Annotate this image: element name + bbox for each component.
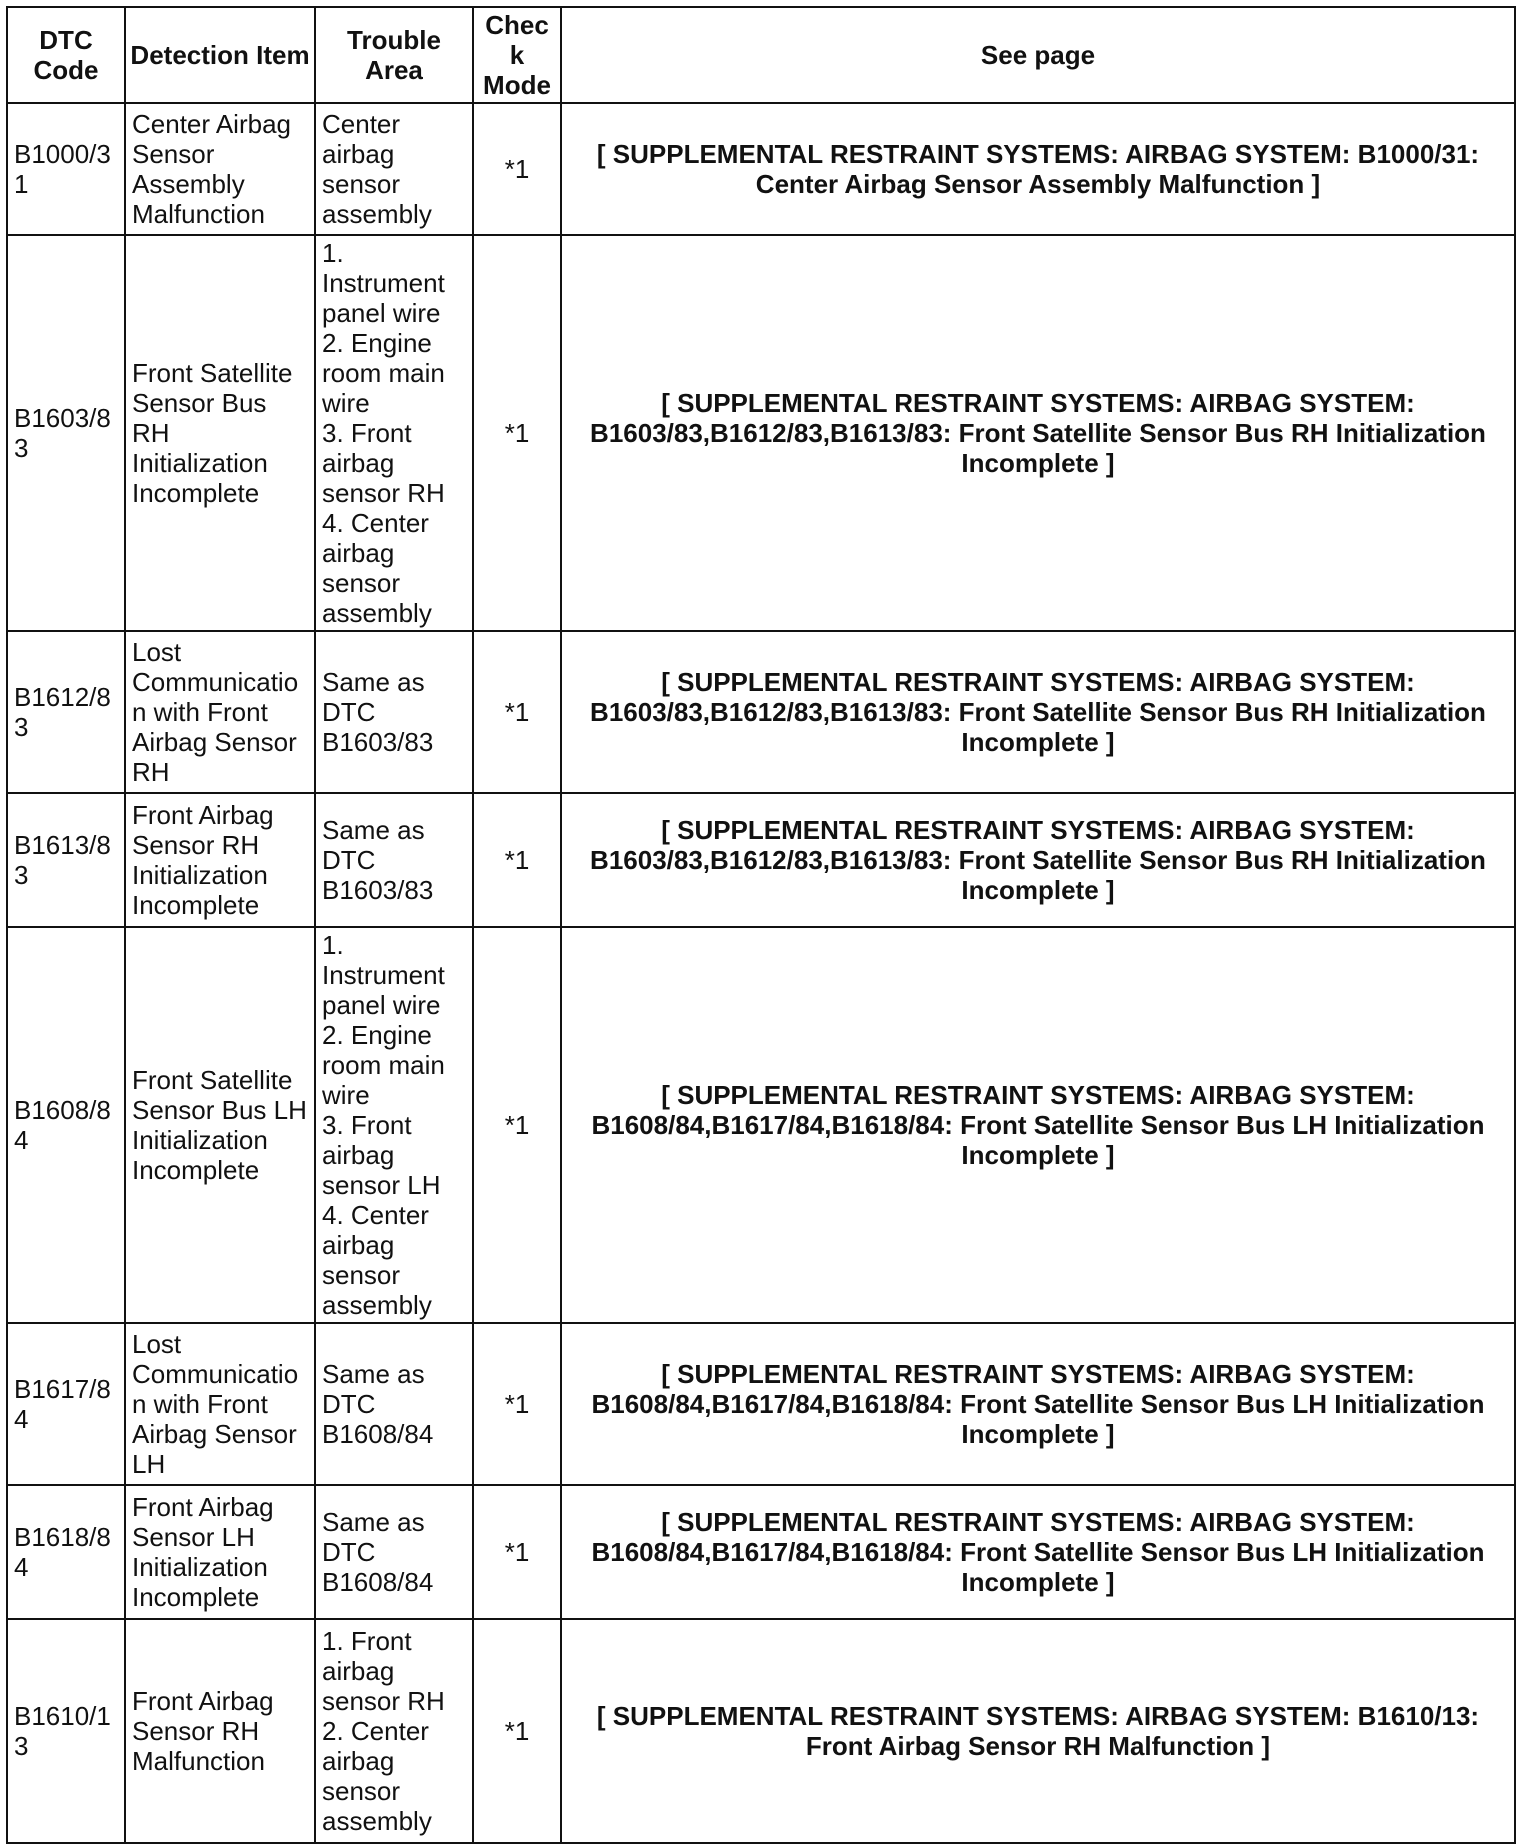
detection-item-cell: Lost Communication with Front Airbag Sensor LH bbox=[125, 1323, 315, 1485]
detection-item-cell: Front Airbag Sensor LH Initialization Incomplete bbox=[125, 1485, 315, 1619]
trouble-area-line: Center airbag sensor assembly bbox=[322, 109, 432, 229]
see-page-link[interactable]: [ SUPPLEMENTAL RESTRAINT SYSTEMS: AIRBAG SYSTEM: B1608/84,B1617/84,B1618/84: Front Satellite Sensor Bus LH Initialization Incomplete ] bbox=[561, 927, 1515, 1323]
trouble-area-cell bbox=[315, 793, 473, 927]
table-row bbox=[7, 103, 1515, 235]
detection-item-cell: Lost Communication with Front Airbag Sensor RH bbox=[125, 631, 315, 793]
check-mode-cell: *1 bbox=[473, 1619, 561, 1843]
trouble-area-cell bbox=[315, 1485, 473, 1619]
see-page-link[interactable]: [ SUPPLEMENTAL RESTRAINT SYSTEMS: AIRBAG SYSTEM: B1603/83,B1612/83,B1613/83: Front Satellite Sensor Bus RH Initialization Incomplete ] bbox=[561, 235, 1515, 631]
table-row bbox=[7, 631, 1515, 793]
detection-item-cell: Front Airbag Sensor RH Malfunction bbox=[125, 1619, 315, 1843]
dtc-code-cell: B1617/84 bbox=[7, 1323, 125, 1485]
dtc-code-cell: B1613/83 bbox=[7, 793, 125, 927]
trouble-area-line: Same as DTC B1608/84 bbox=[322, 1359, 434, 1449]
dtc-code-cell: B1610/13 bbox=[7, 1619, 125, 1843]
trouble-area-line: 3. Front airbag sensor RH bbox=[322, 418, 445, 508]
trouble-area-line: 3. Front airbag sensor LH bbox=[322, 1110, 441, 1200]
trouble-area-line: Same as DTC B1603/83 bbox=[322, 815, 434, 905]
trouble-area-cell bbox=[315, 1323, 473, 1485]
see-page-link[interactable]: [ SUPPLEMENTAL RESTRAINT SYSTEMS: AIRBAG SYSTEM: B1608/84,B1617/84,B1618/84: Front Satellite Sensor Bus LH Initialization Incomplete ] bbox=[561, 1485, 1515, 1619]
check-mode-cell: *1 bbox=[473, 631, 561, 793]
trouble-area-cell bbox=[315, 103, 473, 235]
check-mode-cell: *1 bbox=[473, 927, 561, 1323]
trouble-area-line: 1. Front airbag sensor RH bbox=[322, 1626, 445, 1716]
check-mode-cell: *1 bbox=[473, 793, 561, 927]
dtc-code-cell: B1000/31 bbox=[7, 103, 125, 235]
see-page-link[interactable]: [ SUPPLEMENTAL RESTRAINT SYSTEMS: AIRBAG SYSTEM: B1000/31: Center Airbag Sensor Assembly Malfunction ] bbox=[561, 103, 1515, 235]
trouble-area-cell bbox=[315, 1619, 473, 1843]
see-page-link[interactable]: [ SUPPLEMENTAL RESTRAINT SYSTEMS: AIRBAG SYSTEM: B1610/13: Front Airbag Sensor RH Malfunction ] bbox=[561, 1619, 1515, 1843]
table-row bbox=[7, 793, 1515, 927]
trouble-area-cell bbox=[315, 631, 473, 793]
detection-item-cell: Front Satellite Sensor Bus RH Initialization Incomplete bbox=[125, 235, 315, 631]
trouble-area-line: 1. Instrument panel wire bbox=[322, 930, 445, 1020]
header-dtc-code: DTC Code bbox=[7, 7, 125, 103]
dtc-code-cell: B1608/84 bbox=[7, 927, 125, 1323]
trouble-area-line: 4. Center airbag sensor assembly bbox=[322, 1200, 432, 1320]
table-row bbox=[7, 927, 1515, 1323]
trouble-area-line: 2. Center airbag sensor assembly bbox=[322, 1716, 432, 1836]
header-trouble-area: Trouble Area bbox=[315, 7, 473, 103]
trouble-area-line: Same as DTC B1603/83 bbox=[322, 667, 434, 757]
header-see-page: See page bbox=[561, 7, 1515, 103]
trouble-area-cell bbox=[315, 235, 473, 631]
table-row bbox=[7, 1619, 1515, 1843]
header-row bbox=[7, 7, 1515, 103]
trouble-area-line: 4. Center airbag sensor assembly bbox=[322, 508, 432, 628]
detection-item-cell: Front Satellite Sensor Bus LH Initialization Incomplete bbox=[125, 927, 315, 1323]
see-page-link[interactable]: [ SUPPLEMENTAL RESTRAINT SYSTEMS: AIRBAG SYSTEM: B1608/84,B1617/84,B1618/84: Front Satellite Sensor Bus LH Initialization Incomplete ] bbox=[561, 1323, 1515, 1485]
see-page-link[interactable]: [ SUPPLEMENTAL RESTRAINT SYSTEMS: AIRBAG SYSTEM: B1603/83,B1612/83,B1613/83: Front Satellite Sensor Bus RH Initialization Incomplete ] bbox=[561, 631, 1515, 793]
check-mode-cell: *1 bbox=[473, 103, 561, 235]
trouble-area-line: 2. Engine room main wire bbox=[322, 1020, 445, 1110]
table-row bbox=[7, 1323, 1515, 1485]
dtc-code-cell: B1612/83 bbox=[7, 631, 125, 793]
trouble-area-cell bbox=[315, 927, 473, 1323]
check-mode-cell: *1 bbox=[473, 1323, 561, 1485]
dtc-table bbox=[6, 6, 1516, 1844]
trouble-area-line: 1. Instrument panel wire bbox=[322, 238, 445, 328]
check-mode-cell: *1 bbox=[473, 235, 561, 631]
trouble-area-line: Same as DTC B1608/84 bbox=[322, 1507, 434, 1597]
dtc-code-cell: B1618/84 bbox=[7, 1485, 125, 1619]
header-check-mode: Check Mode bbox=[473, 7, 561, 103]
table-row bbox=[7, 1485, 1515, 1619]
dtc-code-cell: B1603/83 bbox=[7, 235, 125, 631]
table-row bbox=[7, 235, 1515, 631]
see-page-link[interactable]: [ SUPPLEMENTAL RESTRAINT SYSTEMS: AIRBAG SYSTEM: B1603/83,B1612/83,B1613/83: Front Satellite Sensor Bus RH Initialization Incomplete ] bbox=[561, 793, 1515, 927]
header-detection-item: Detection Item bbox=[125, 7, 315, 103]
trouble-area-line: 2. Engine room main wire bbox=[322, 328, 445, 418]
detection-item-cell: Center Airbag Sensor Assembly Malfunction bbox=[125, 103, 315, 235]
check-mode-cell: *1 bbox=[473, 1485, 561, 1619]
detection-item-cell: Front Airbag Sensor RH Initialization Incomplete bbox=[125, 793, 315, 927]
